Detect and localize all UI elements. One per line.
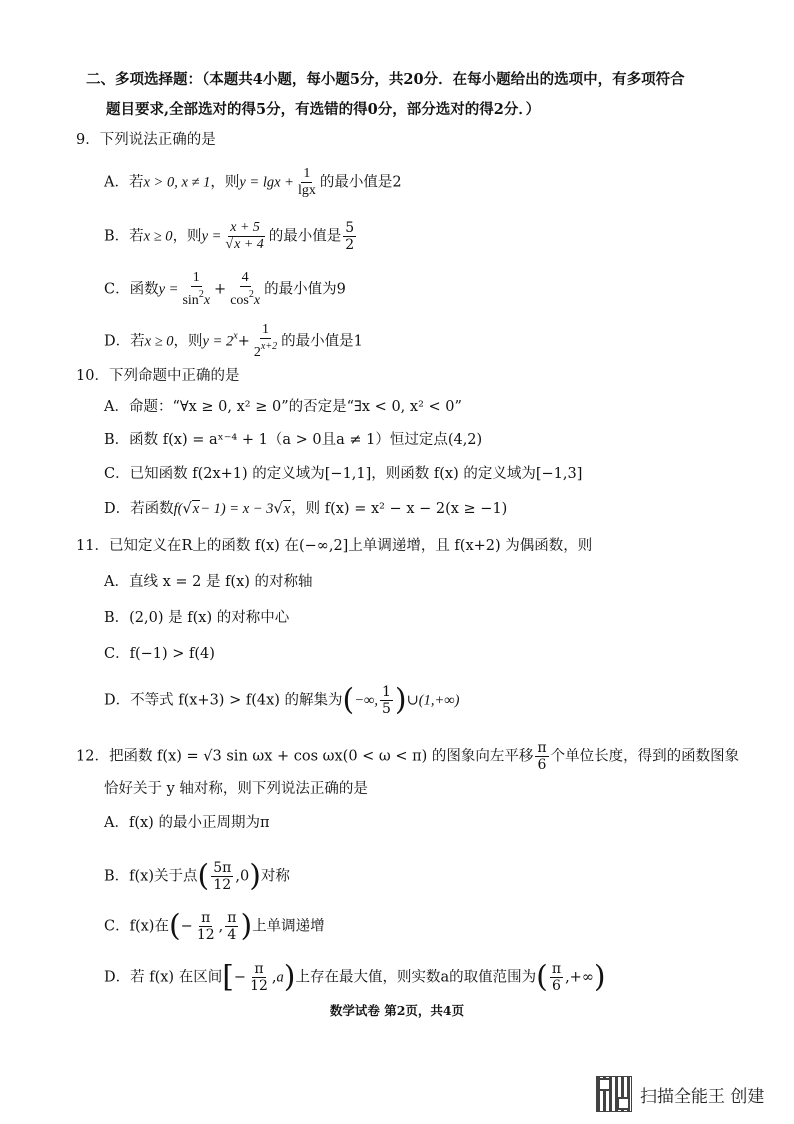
q11-option-c: C．f(−1) > f(4) <box>104 646 215 662</box>
qr-code-icon <box>596 1076 632 1112</box>
q9-option-d: D．若x ≥ 0，则$y = 2^x+$ $\frac{1}{2^{x+2}}$ 的最小值是1 <box>104 322 363 360</box>
q10-option-c: C．已知函数 f(2x+1) 的定义域为[−1,1]，则函数 f(x) 的定义域为[−1,3] <box>104 466 583 482</box>
q11-option-a: A．直线 x = 2 是 f(x) 的对称轴 <box>104 574 313 590</box>
q11-stem: 11．已知定义在R上的函数 f(x) 在(−∞,2]上单调递增，且 f(x+2) 为偶函数，则 <box>76 538 593 554</box>
q10-option-d: D．若函数f(√x− 1) = x − 3√x，则 f(x) = x² − x − 2(x ≥ −1) <box>104 501 508 517</box>
q11-option-d: D．不等式 f(x+3) > f(4x) 的解集为(−∞, $\frac{1}{5}$ )∪(1,+∞) <box>104 682 460 718</box>
q10-option-b: B．函数 f(x) = aˣ⁻⁴ + 1（a > 0且a ≠ 1）恒过定点(4,2) <box>104 432 483 448</box>
q12-option-d: D．若 f(x) 在区间[− $\frac{\pi}{12}$ ,a)上存在最大值，则实数a的取值范围为( $\frac{\pi}{6}$ ,+∞) <box>104 959 606 995</box>
q12-option-a: A．f(x) 的最小正周期为π <box>104 815 270 831</box>
q9-option-a: A．若x > 0, x ≠ 1，则y = lgx + $\frac{1}{\lg x}$ 的最小值是2 <box>104 166 402 198</box>
section-heading-line2: 题目要求,全部选对的得5分，有选错的得0分，部分选对的得2分．） <box>106 101 541 118</box>
q10-option-a: A．命题：“∀x ≥ 0, x² ≥ 0”的否定是“∃x < 0, x² < 0” <box>104 399 462 415</box>
q11-option-b: B．(2,0) 是 f(x) 的对称中心 <box>104 610 290 626</box>
q12-option-c: C．f(x)在(− $\frac{\pi}{12}$ , $\frac{\pi}{4}$ )上单调递增 <box>104 908 325 944</box>
q12-stem-line2: 恰好关于 y 轴对称，则下列说法正确的是 <box>104 781 368 797</box>
scanner-watermark <box>596 1076 764 1112</box>
q9-option-c: C．函数y = $\frac{1}{\sin^2x}$ + $\frac{4}{\cos^2x}$ 的最小值为9 <box>104 270 346 308</box>
q12-option-b: B．f(x)关于点( $\frac{5\pi}{12}$ ,0)对称 <box>104 858 290 894</box>
scanner-label: 扫描全能王 创建 <box>640 1086 765 1107</box>
q9-option-b: B．若x ≥ 0，则y = $\frac{x + 5}{√x + 4}$ 的最小值是 $\frac{5}{2}$ <box>104 220 355 253</box>
q12-stem: 12．把函数 f(x) = √3 sin ωx + cos ωx(0 < ω < π) 的图象向左平移 $\frac{\pi}{6}$ 个单位长度，得到的函数图象 <box>76 740 740 773</box>
q10-stem: 10．下列命题中正确的是 <box>76 368 240 384</box>
page-footer: 数学试卷 第2页，共4页 <box>329 1003 465 1018</box>
section-heading-line1: 二、多项选择题：（本题共4小题，每小题5分，共20分．在每小题给出的选项中，有多项符合 <box>86 71 685 88</box>
q9-stem: 9．下列说法正确的是 <box>76 132 216 148</box>
